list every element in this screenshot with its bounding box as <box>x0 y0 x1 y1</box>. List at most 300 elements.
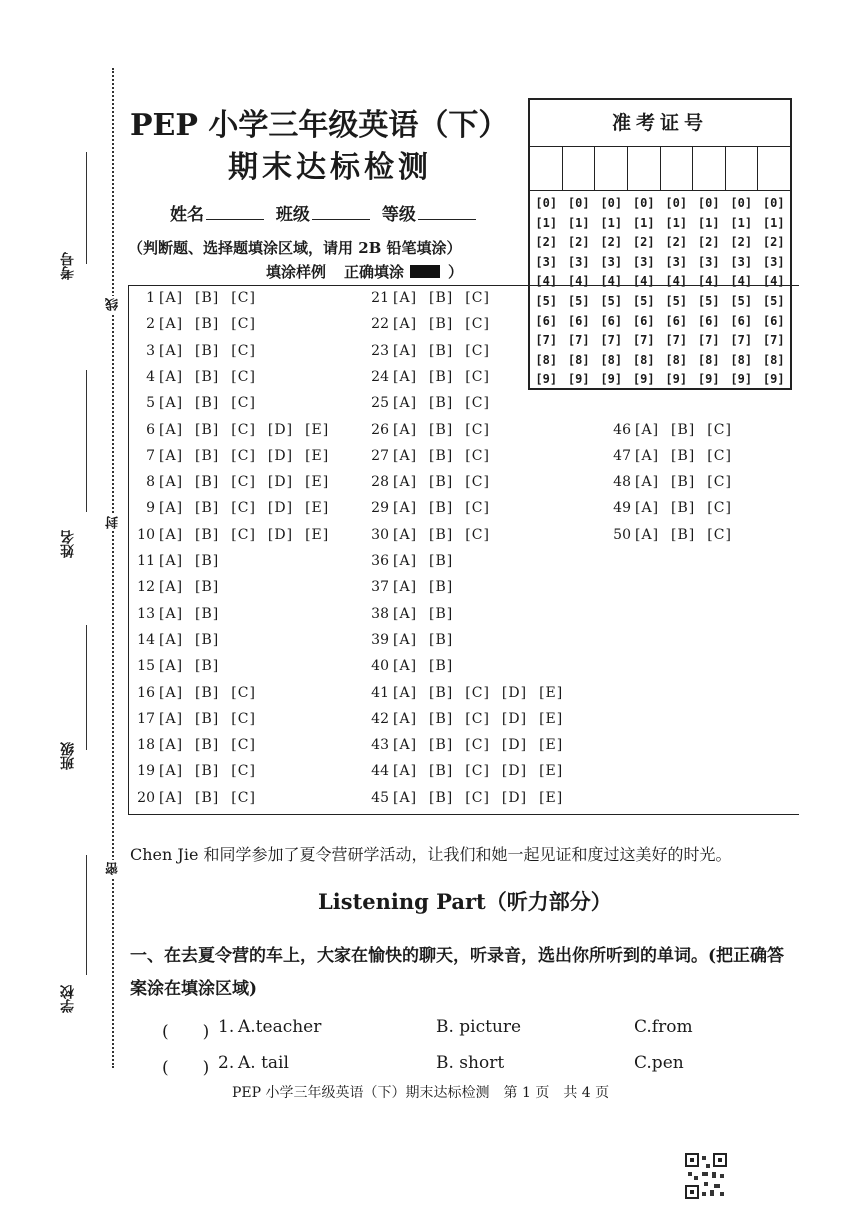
question-number: 11 <box>137 553 155 569</box>
digit-bubble[interactable]: [4] <box>600 274 623 289</box>
option-bubble[interactable]: [B] <box>429 395 454 412</box>
digit-bubble[interactable]: [3] <box>665 254 688 269</box>
digit-bubble[interactable]: [5] <box>665 293 688 308</box>
option-bubble[interactable]: [B] <box>195 500 220 517</box>
digit-bubble[interactable]: [8] <box>567 352 590 367</box>
option-bubble[interactable]: [C] <box>465 316 490 333</box>
digit-bubble[interactable]: [9] <box>600 372 623 387</box>
digit-bubble[interactable]: [2] <box>567 235 590 250</box>
option-bubble[interactable]: [C] <box>231 763 256 780</box>
option-bubble[interactable]: [C] <box>231 684 256 701</box>
digit-bubble[interactable]: [1] <box>730 215 753 230</box>
option-bubble[interactable]: [A] <box>393 447 418 464</box>
option-bubble[interactable]: [B] <box>429 553 454 569</box>
answer-row <box>367 711 575 727</box>
option-bubble[interactable]: [A] <box>393 290 418 306</box>
option-bubble[interactable]: [A] <box>159 658 184 675</box>
option-bubble[interactable]: [C] <box>231 290 256 306</box>
digit-bubble[interactable]: [1] <box>600 215 623 230</box>
digit-bubble[interactable]: [7] <box>762 333 785 348</box>
exam-id-cell[interactable] <box>628 146 661 190</box>
option-bubble[interactable]: [C] <box>231 789 256 806</box>
option-bubble[interactable]: [A] <box>393 526 418 543</box>
option-bubble[interactable]: [E] <box>305 447 330 464</box>
option-bubble[interactable]: [A] <box>159 553 184 569</box>
exam-id-title: 准考证号 <box>530 100 790 147</box>
option-bubble[interactable]: [C] <box>465 447 490 464</box>
digit-bubble[interactable]: [1] <box>697 215 720 230</box>
answer-row <box>133 685 268 701</box>
option-bubble[interactable]: [A] <box>393 631 418 648</box>
option-bubble[interactable]: [A] <box>393 368 418 385</box>
option-bubble[interactable]: [C] <box>231 500 256 517</box>
option-bubble[interactable]: [A] <box>159 316 184 333</box>
exam-number-label: 考号 <box>60 252 76 280</box>
digit-bubble[interactable]: [8] <box>632 352 655 367</box>
option-bubble[interactable]: [A] <box>635 421 660 438</box>
option-bubble[interactable]: [C] <box>465 737 490 754</box>
option-bubble[interactable]: [B] <box>195 395 220 412</box>
option-bubble[interactable]: [C] <box>231 737 256 754</box>
option-bubble[interactable]: [C] <box>231 342 256 359</box>
digit-bubble[interactable]: [7] <box>567 333 590 348</box>
option-bubble[interactable]: [B] <box>195 290 220 306</box>
digit-bubble[interactable]: [2] <box>665 235 688 250</box>
option-bubble[interactable]: [E] <box>305 474 330 491</box>
option-bubble[interactable]: [D] <box>267 526 294 543</box>
option-bubble[interactable]: [D] <box>267 500 294 517</box>
binding-char-secret: 密 <box>106 862 121 875</box>
digit-bubble[interactable]: [9] <box>665 372 688 387</box>
question-number: 47 <box>613 447 631 464</box>
digit-bubble[interactable]: [3] <box>567 254 590 269</box>
option-bubble[interactable]: [B] <box>195 658 220 675</box>
answer-row <box>133 763 268 779</box>
fill-instruction: （判断题、选择题填涂区域，请用 2B 铅笔填涂） <box>128 239 462 257</box>
option-bubble[interactable]: [E] <box>539 737 564 754</box>
option-bubble[interactable]: [A] <box>159 763 184 780</box>
option-bubble[interactable]: [B] <box>429 605 454 622</box>
option-bubble[interactable]: [B] <box>195 631 220 648</box>
digit-bubble[interactable]: [4] <box>535 274 558 289</box>
question-number: 20 <box>137 789 155 806</box>
option-bubble[interactable]: [A] <box>159 395 184 412</box>
option-bubble[interactable]: [C] <box>465 763 490 780</box>
option-bubble[interactable]: [A] <box>393 342 418 359</box>
option-bubble[interactable]: [B] <box>195 605 220 622</box>
question-number: 22 <box>371 316 389 333</box>
option-bubble[interactable]: [C] <box>231 368 256 385</box>
exam-id-cell[interactable] <box>726 146 759 190</box>
digit-bubble[interactable]: [0] <box>535 196 558 210</box>
exam-number-blank <box>86 152 87 264</box>
exam-id-cell[interactable] <box>595 146 628 190</box>
question-number: 37 <box>371 579 389 596</box>
digit-bubble[interactable]: [9] <box>632 372 655 387</box>
digit-bubble[interactable]: [6] <box>632 313 655 328</box>
option-bubble[interactable]: [B] <box>671 474 696 491</box>
class-blank <box>86 625 87 750</box>
item-2-option-c: C.pen <box>634 1053 684 1073</box>
digit-bubble[interactable]: [5] <box>535 293 558 308</box>
option-bubble[interactable]: [B] <box>429 342 454 359</box>
option-bubble[interactable]: [C] <box>231 421 256 438</box>
digit-bubble[interactable]: [2] <box>762 235 785 250</box>
option-bubble[interactable]: [A] <box>159 474 184 491</box>
item-1-paren[interactable]: ( ) <box>162 1022 210 1042</box>
digit-bubble[interactable]: [5] <box>567 293 590 308</box>
answer-row <box>133 343 268 359</box>
option-bubble[interactable]: [A] <box>159 447 184 464</box>
option-bubble[interactable]: [A] <box>159 421 184 438</box>
option-bubble[interactable]: [A] <box>159 737 184 754</box>
digit-bubble[interactable]: [0] <box>632 196 655 210</box>
option-bubble[interactable]: [A] <box>635 500 660 517</box>
option-bubble[interactable]: [A] <box>393 316 418 333</box>
answer-sheet-area <box>128 285 799 815</box>
digit-bubble[interactable]: [4] <box>730 274 753 289</box>
option-bubble[interactable]: [B] <box>429 526 454 543</box>
grade-field-blank[interactable] <box>418 219 476 220</box>
option-bubble[interactable]: [A] <box>393 684 418 701</box>
digit-bubble[interactable]: [1] <box>567 215 590 230</box>
option-bubble[interactable]: [E] <box>539 684 564 701</box>
option-bubble[interactable]: [C] <box>231 395 256 412</box>
option-bubble[interactable]: [C] <box>231 526 256 543</box>
option-bubble[interactable]: [B] <box>195 737 220 754</box>
question-number: 5 <box>146 395 155 412</box>
question-number: 49 <box>613 500 631 517</box>
option-bubble[interactable]: [B] <box>671 447 696 464</box>
option-bubble[interactable]: [C] <box>465 421 490 438</box>
question-number: 40 <box>371 658 389 675</box>
option-bubble[interactable]: [D] <box>267 474 294 491</box>
fill-sample <box>266 261 463 282</box>
item-1-option-a: A.teacher <box>238 1017 322 1037</box>
answer-row <box>133 448 341 464</box>
option-bubble[interactable]: [A] <box>159 579 184 596</box>
question-number: 21 <box>371 290 389 306</box>
option-bubble[interactable]: [B] <box>195 763 220 780</box>
question-number: 24 <box>371 368 389 385</box>
option-bubble[interactable]: [A] <box>393 500 418 517</box>
option-bubble[interactable]: [A] <box>393 579 418 596</box>
digit-bubble[interactable]: [5] <box>632 293 655 308</box>
option-bubble[interactable]: [B] <box>429 316 454 333</box>
option-bubble[interactable]: [B] <box>429 368 454 385</box>
digit-bubble[interactable]: [8] <box>697 352 720 367</box>
digit-bubble[interactable]: [1] <box>762 215 785 230</box>
answer-row <box>367 658 465 674</box>
option-bubble[interactable]: [A] <box>159 500 184 517</box>
digit-bubble[interactable]: [6] <box>730 313 753 328</box>
digit-bubble[interactable]: [8] <box>762 352 785 367</box>
digit-bubble[interactable]: [7] <box>600 333 623 348</box>
digit-bubble[interactable]: [6] <box>762 313 785 328</box>
answer-row <box>367 737 575 753</box>
option-bubble[interactable]: [A] <box>393 763 418 780</box>
option-bubble[interactable]: [C] <box>465 500 490 517</box>
digit-bubble[interactable]: [0] <box>697 196 720 210</box>
digit-bubble[interactable]: [7] <box>632 333 655 348</box>
option-bubble[interactable]: [B] <box>671 500 696 517</box>
digit-bubble[interactable]: [2] <box>697 235 720 250</box>
class-field-label: 班级 <box>275 205 310 225</box>
digit-bubble[interactable]: [3] <box>632 254 655 269</box>
question-number: 9 <box>146 500 155 517</box>
item-1-option-b: B. picture <box>436 1017 522 1037</box>
digit-bubble[interactable]: [0] <box>567 196 590 210</box>
digit-bubble[interactable]: [9] <box>567 372 590 387</box>
option-bubble[interactable]: [B] <box>195 789 220 806</box>
student-info-fields <box>170 200 482 225</box>
option-bubble[interactable]: [E] <box>539 763 564 780</box>
option-bubble[interactable]: [A] <box>159 631 184 648</box>
question-number: 42 <box>371 710 389 727</box>
option-bubble[interactable]: [A] <box>635 447 660 464</box>
option-bubble[interactable]: [C] <box>465 684 490 701</box>
item-2-option-a: A. tail <box>238 1053 289 1073</box>
option-bubble[interactable]: [A] <box>393 710 418 727</box>
digit-bubble[interactable]: [0] <box>665 196 688 210</box>
option-bubble[interactable]: [B] <box>671 526 696 543</box>
option-bubble[interactable]: [A] <box>159 789 184 806</box>
option-bubble[interactable]: [B] <box>195 579 220 596</box>
answer-row <box>609 500 744 516</box>
option-bubble[interactable]: [D] <box>501 737 528 754</box>
class-field-blank[interactable] <box>312 219 370 220</box>
digit-bubble[interactable]: [4] <box>697 274 720 289</box>
digit-bubble[interactable]: [4] <box>632 274 655 289</box>
option-bubble[interactable]: [A] <box>393 395 418 412</box>
option-bubble[interactable]: [A] <box>393 553 418 569</box>
digit-bubble[interactable]: [5] <box>730 293 753 308</box>
option-bubble[interactable]: [C] <box>707 447 732 464</box>
digit-bubble[interactable]: [8] <box>600 352 623 367</box>
digit-bubble[interactable]: [0] <box>730 196 753 210</box>
option-bubble[interactable]: [A] <box>393 474 418 491</box>
option-bubble[interactable]: [B] <box>429 658 454 675</box>
question-number: 7 <box>146 447 155 464</box>
digit-bubble[interactable]: [2] <box>730 235 753 250</box>
option-bubble[interactable]: [D] <box>501 710 528 727</box>
exam-id-cell[interactable] <box>661 146 694 190</box>
option-bubble[interactable]: [C] <box>465 789 490 806</box>
answer-row <box>367 369 502 385</box>
option-bubble[interactable]: [A] <box>159 526 184 543</box>
digit-bubble[interactable]: [1] <box>665 215 688 230</box>
digit-bubble[interactable]: [7] <box>697 333 720 348</box>
digit-bubble[interactable]: [3] <box>697 254 720 269</box>
answer-row <box>133 474 341 490</box>
option-bubble[interactable]: [B] <box>429 500 454 517</box>
digit-bubble[interactable]: [6] <box>535 313 558 328</box>
option-bubble[interactable]: [B] <box>195 447 220 464</box>
option-bubble[interactable]: [A] <box>393 605 418 622</box>
question-number: 19 <box>137 763 155 780</box>
question-number: 4 <box>146 368 155 385</box>
option-bubble[interactable]: [B] <box>429 290 454 306</box>
option-bubble[interactable]: [A] <box>159 342 184 359</box>
digit-bubble[interactable]: [8] <box>535 352 558 367</box>
option-bubble[interactable]: [B] <box>429 421 454 438</box>
question-number: 27 <box>371 447 389 464</box>
option-bubble[interactable]: [A] <box>159 368 184 385</box>
answer-row <box>367 606 465 622</box>
option-bubble[interactable]: [B] <box>429 474 454 491</box>
item-2-paren[interactable]: ( ) <box>162 1058 210 1078</box>
option-bubble[interactable]: [A] <box>393 658 418 675</box>
option-bubble[interactable]: [A] <box>159 710 184 727</box>
digit-bubble[interactable]: [9] <box>762 372 785 387</box>
option-bubble[interactable]: [B] <box>429 684 454 701</box>
option-bubble[interactable]: [E] <box>539 710 564 727</box>
option-bubble[interactable]: [C] <box>465 342 490 359</box>
name-field-blank[interactable] <box>206 219 264 220</box>
class-label: 班级 <box>60 742 76 770</box>
question-number: 43 <box>371 737 389 754</box>
option-bubble[interactable]: [A] <box>635 474 660 491</box>
option-bubble[interactable]: [D] <box>501 789 528 806</box>
question-number: 46 <box>613 421 631 438</box>
digit-bubble[interactable]: [3] <box>762 254 785 269</box>
question-number: 44 <box>371 763 389 780</box>
option-bubble[interactable]: [C] <box>465 368 490 385</box>
option-bubble[interactable]: [C] <box>465 474 490 491</box>
option-bubble[interactable]: [B] <box>429 447 454 464</box>
digit-bubble[interactable]: [3] <box>600 254 623 269</box>
digit-bubble[interactable]: [5] <box>697 293 720 308</box>
digit-bubble[interactable]: [9] <box>535 372 558 387</box>
option-bubble[interactable]: [B] <box>195 316 220 333</box>
question-number: 48 <box>613 474 631 491</box>
digit-bubble[interactable]: [1] <box>535 215 558 230</box>
digit-bubble[interactable]: [0] <box>600 196 623 210</box>
digit-bubble[interactable]: [9] <box>697 372 720 387</box>
digit-bubble[interactable]: [2] <box>632 235 655 250</box>
digit-bubble[interactable]: [6] <box>567 313 590 328</box>
option-bubble[interactable]: [B] <box>195 421 220 438</box>
option-bubble[interactable]: [C] <box>465 526 490 543</box>
digit-bubble[interactable]: [8] <box>665 352 688 367</box>
option-bubble[interactable]: [C] <box>707 474 732 491</box>
digit-bubble[interactable]: [4] <box>665 274 688 289</box>
digit-bubble[interactable]: [7] <box>535 333 558 348</box>
option-bubble[interactable]: [B] <box>429 789 454 806</box>
digit-bubble[interactable]: [6] <box>697 313 720 328</box>
option-bubble[interactable]: [B] <box>195 684 220 701</box>
question-number: 10 <box>137 526 155 543</box>
exam-id-cell[interactable] <box>693 146 726 190</box>
student-name-blank <box>86 370 87 512</box>
digit-bubble[interactable]: [5] <box>600 293 623 308</box>
digit-bubble[interactable]: [4] <box>762 274 785 289</box>
option-bubble[interactable]: [C] <box>231 474 256 491</box>
school-label: 学校 <box>60 985 76 1013</box>
digit-bubble[interactable]: [1] <box>632 215 655 230</box>
option-bubble[interactable]: [D] <box>501 763 528 780</box>
option-bubble[interactable]: [A] <box>159 290 184 306</box>
digit-bubble[interactable]: [6] <box>665 313 688 328</box>
option-bubble[interactable]: [B] <box>429 763 454 780</box>
item-1-number: 1. <box>218 1017 235 1037</box>
digit-bubble[interactable]: [0] <box>762 196 785 210</box>
option-bubble[interactable]: [B] <box>195 526 220 543</box>
option-bubble[interactable]: [C] <box>465 395 490 412</box>
option-bubble[interactable]: [C] <box>465 710 490 727</box>
option-bubble[interactable]: [E] <box>539 789 564 806</box>
option-bubble[interactable]: [B] <box>195 474 220 491</box>
binding-dotted-line <box>112 68 114 1068</box>
exam-id-cell[interactable] <box>758 146 790 190</box>
digit-bubble[interactable]: [7] <box>665 333 688 348</box>
exam-id-cell[interactable] <box>530 146 563 190</box>
option-bubble[interactable]: [A] <box>393 789 418 806</box>
digit-bubble[interactable]: [4] <box>567 274 590 289</box>
question-number: 13 <box>137 605 155 622</box>
filled-mark-sample <box>410 265 440 278</box>
option-bubble[interactable]: [D] <box>267 421 294 438</box>
option-bubble[interactable]: [C] <box>707 500 732 517</box>
exam-id-cell[interactable] <box>563 146 596 190</box>
option-bubble[interactable]: [E] <box>305 500 330 517</box>
option-bubble[interactable]: [B] <box>195 553 220 569</box>
option-bubble[interactable]: [C] <box>231 316 256 333</box>
digit-bubble[interactable]: [3] <box>535 254 558 269</box>
option-bubble[interactable]: [E] <box>305 526 330 543</box>
option-bubble[interactable]: [B] <box>195 368 220 385</box>
school-blank <box>86 855 87 975</box>
digit-bubble[interactable]: [6] <box>600 313 623 328</box>
option-bubble[interactable]: [C] <box>707 421 732 438</box>
digit-bubble[interactable]: [3] <box>730 254 753 269</box>
option-bubble[interactable]: [A] <box>635 526 660 543</box>
option-bubble[interactable]: [B] <box>429 710 454 727</box>
option-bubble[interactable]: [C] <box>465 290 490 306</box>
option-bubble[interactable]: [A] <box>393 737 418 754</box>
option-bubble[interactable]: [B] <box>429 737 454 754</box>
option-bubble[interactable]: [C] <box>231 447 256 464</box>
digit-bubble[interactable]: [8] <box>730 352 753 367</box>
answer-row <box>367 763 575 779</box>
answer-row <box>609 422 744 438</box>
answer-row <box>367 448 502 464</box>
option-bubble[interactable]: [D] <box>267 447 294 464</box>
digit-bubble[interactable]: [2] <box>600 235 623 250</box>
option-bubble[interactable]: [A] <box>159 684 184 701</box>
answer-row <box>133 553 231 569</box>
answer-row <box>367 290 502 306</box>
option-bubble[interactable]: [C] <box>707 526 732 543</box>
option-bubble[interactable]: [B] <box>195 710 220 727</box>
question-number: 1 <box>146 290 155 306</box>
option-bubble[interactable]: [C] <box>231 710 256 727</box>
option-bubble[interactable]: [B] <box>429 579 454 596</box>
digit-bubble[interactable]: [9] <box>730 372 753 387</box>
question-number: 17 <box>137 710 155 727</box>
option-bubble[interactable]: [B] <box>195 342 220 359</box>
option-bubble[interactable]: [B] <box>671 421 696 438</box>
option-bubble[interactable]: [D] <box>501 684 528 701</box>
digit-bubble[interactable]: [7] <box>730 333 753 348</box>
digit-bubble[interactable]: [2] <box>535 235 558 250</box>
option-bubble[interactable]: [B] <box>429 631 454 648</box>
answer-row <box>609 474 744 490</box>
option-bubble[interactable]: [A] <box>393 421 418 438</box>
digit-bubble[interactable]: [5] <box>762 293 785 308</box>
option-bubble[interactable]: [E] <box>305 421 330 438</box>
option-bubble[interactable]: [A] <box>159 605 184 622</box>
